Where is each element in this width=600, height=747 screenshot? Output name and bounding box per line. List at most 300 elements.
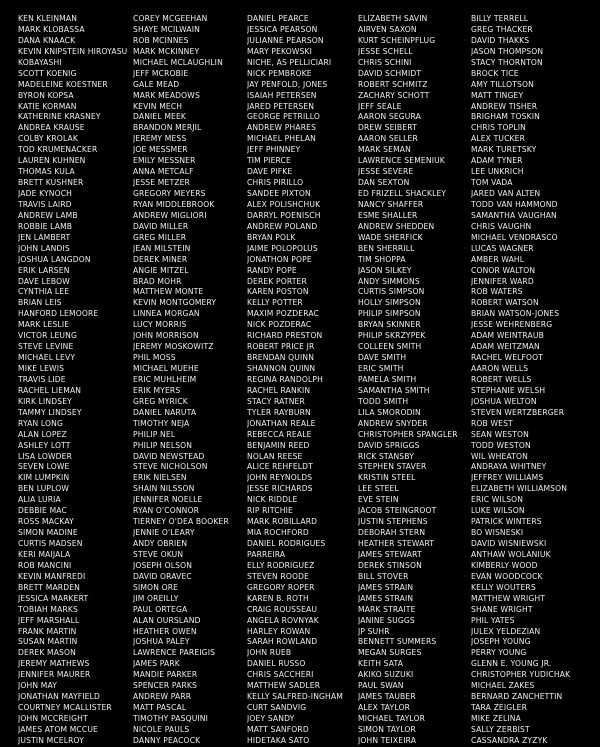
credit-name: COREY MCGEEHAN [133, 14, 208, 23]
credit-name: PAUL ORTEGA [133, 604, 188, 614]
credit-name: JOSHUA WELTON [471, 396, 537, 406]
credit-name: JEFF PHINNEY [247, 145, 301, 155]
credit-name: MADELEINE KOESTNER [18, 79, 108, 89]
credit-name: ANDREA KRAUSE [18, 123, 85, 133]
credit-name: RYAN MIDDLEBROOK [133, 199, 215, 209]
credit-name: TAMMY LINDSEY [18, 407, 82, 417]
credit-name: CASSANDRA ZYZYK [471, 735, 548, 745]
credit-name: PAMELA SMITH [358, 374, 417, 384]
credit-name: RYAN LONG [18, 418, 63, 428]
credit-name: STEVE OKUN [133, 549, 184, 559]
credit-name: JOSHUA LANGDON [18, 254, 91, 264]
credit-name: KATHERINE KRASNEY [18, 112, 101, 122]
credit-name: CHRIS PIRILLO [247, 178, 304, 188]
credit-name: SHANNON QUINN [247, 364, 316, 373]
credit-name: MICHAEL PHELAN [247, 134, 316, 144]
credit-name: DANIEL RODRIGUES [247, 539, 326, 548]
credit-name: PHILIP SIMPSON [358, 309, 421, 319]
credit-name: JACOB STEINGROOT [358, 506, 437, 516]
credits-column-1 [18, 14, 136, 747]
credit-name: MIKE LEWIS [18, 364, 65, 373]
credit-name: CRAIG ROUSSEAU [247, 604, 318, 614]
credit-name: HANFORD LEMOORE [18, 309, 99, 319]
credit-name: GREG THACKER [471, 24, 533, 34]
credit-name: KRISTIN STEEL [358, 473, 416, 483]
credit-name: AARON WELLS [471, 364, 529, 373]
credit-name: DANIEL MEEK [133, 112, 187, 122]
credit-name: TODD SMITH [358, 396, 409, 406]
credit-name: REGINA RANDOLPH [247, 374, 323, 384]
credit-name: JOHN RUEB [247, 648, 292, 658]
credit-name: BRAD MOHR [133, 276, 182, 286]
credit-name: CURTIS MADSEN [18, 539, 83, 548]
credit-name: ANDY SIMMONS [358, 276, 420, 286]
credit-name: JOE MESSMER [133, 145, 188, 155]
credit-name: RANDY POPE [247, 265, 297, 275]
credit-name: ERIK MYERS [133, 385, 181, 395]
credit-name: CHRIS SCHINI [358, 57, 412, 67]
credit-name: MICHAEL TAYLOR [358, 714, 426, 723]
credit-name: DARRYL POENISCH [247, 210, 321, 220]
credit-name: JOSHUA PALEY [133, 637, 190, 647]
credit-name: DAN SEXTON [358, 178, 410, 188]
credit-name: JARED VAN ALTEN [471, 189, 541, 198]
credit-name: DAVID MILLER [133, 221, 189, 231]
credit-name: STACY THORNTON [471, 57, 543, 67]
credit-name: DAVE LEBOW [18, 276, 70, 286]
credit-name: GEORGE PETRILLO [247, 112, 320, 122]
credits-column-3 [247, 14, 365, 747]
credit-name: LISA LOWDER [18, 451, 73, 461]
credit-name: MICHAEL MCLAUGHLIN [133, 57, 223, 67]
credit-name: JANINE SUGGS [358, 615, 415, 625]
credit-name: PHILIP SKRZYPEK [358, 331, 426, 341]
credit-name: SARAH ROWLAND [247, 637, 318, 647]
credit-name: EVAN WOODCOCK [471, 571, 543, 581]
credit-name: KIM LUMPKIN [18, 473, 70, 483]
credit-name: MATT SANFORD [247, 724, 309, 734]
credit-name: MARK STRAITE [358, 604, 416, 614]
credit-name: ADAM WEINTRAUB [471, 331, 544, 341]
credit-name: JULEX YELDEZIAN [471, 626, 541, 636]
credit-name: JOSEPH YOUNG [471, 637, 531, 647]
credit-name: BRIGHAM TOSKIN [471, 112, 540, 122]
credit-name: MATTHEW MONTE [133, 287, 204, 297]
credit-name: JAMES STRAIN [358, 593, 414, 603]
credit-name: ALEX TAYLOR [358, 703, 410, 713]
credit-name: JEREMY MESS [133, 134, 187, 144]
credit-name: AARON SEGURA [358, 112, 421, 122]
credit-name: DAVE PIFKE [247, 167, 293, 177]
credit-name: ANGELA ROVNYAK [247, 615, 319, 625]
credit-name: ANDY OBRIEN [133, 539, 188, 548]
credit-name: BO WISNESKI [471, 528, 524, 538]
credit-name: KURT SCHEINPFLUG [358, 35, 436, 45]
credit-name: RYAN O'CONNOR [133, 506, 200, 516]
credit-name: CURTIS SIMPSON [358, 287, 425, 297]
credit-name: ROB WEST [471, 418, 513, 428]
credit-name: JAIME POLOPOLUS [247, 243, 318, 253]
credit-name: PERRY YOUNG [471, 648, 527, 658]
credit-name: CURT SANDVIG [247, 703, 307, 713]
credit-name: STEVEN WERTZBERGER [471, 407, 565, 417]
credit-name: JONATHON POPE [247, 254, 312, 264]
credit-name: ROBERT WELLS [471, 374, 532, 384]
credit-name: TOM VADA [471, 178, 513, 188]
credit-name: ERIC WILSON [471, 495, 524, 505]
credit-name: DEREK STINSON [358, 560, 422, 570]
credit-name: MARK MCKINNEY [133, 46, 200, 56]
credit-name: SAMANTHA SMITH [358, 385, 430, 395]
credit-name: PHIL MOSS [133, 353, 176, 363]
credit-name: JESSICA PEARSON [247, 24, 318, 34]
credit-name: JEREMY MATHEWS [18, 659, 90, 669]
credit-name: ROB WATERS [471, 287, 523, 297]
credit-name: BILLY TERRELL [471, 14, 529, 23]
credit-name: JEREMY MOSKOWITZ [133, 342, 214, 352]
credit-name: LAWRENCE PAREIGIS [133, 648, 216, 658]
credit-name: ANDREW POLAND [247, 221, 318, 231]
credit-name: ROBERT WATSON [471, 298, 539, 308]
credit-name: CHRIS VAUGHN [471, 221, 532, 231]
credit-name: BROCK TICE [471, 68, 519, 78]
credit-name: MATTHEW WRIGHT [471, 593, 546, 603]
credit-name: PHILIP NELSON [133, 440, 193, 450]
credit-name: CONOR WALTON [471, 265, 536, 275]
credit-name: MATT TINGEY [471, 90, 524, 100]
credit-name: RICK STANSBY [358, 451, 415, 461]
credit-name: JOHN REYNOLDS [247, 473, 313, 483]
credit-name: KIMBERLY WOOD [471, 560, 538, 570]
credit-name: HIDETAKA SATO [247, 735, 310, 745]
credit-name: JOEY SANDY [247, 714, 295, 723]
credit-name: ERIC MUHLHEIM [133, 374, 197, 384]
credit-name: MIA ROCHFORD [247, 528, 309, 538]
credit-name: TIM SHOPPA [358, 254, 406, 264]
credit-name: JAY PENFOLD, JONES [247, 79, 328, 89]
credit-name: KOBAYASHI [18, 57, 62, 67]
credit-name: MARY PEKOWSKI [247, 46, 313, 56]
credit-name: ROBBIE LAMB [18, 221, 73, 231]
credit-name: DEREK PORTER [247, 276, 307, 286]
credit-name: SIMON MADINE [18, 528, 78, 538]
credit-name: JEFF MCROBIE [133, 68, 189, 78]
credit-name: RICHARD PRESTON [247, 331, 323, 341]
credit-name: MATTHEW SADLER [247, 681, 321, 691]
credit-name: HEATHER OWEN [133, 626, 197, 636]
credit-name: TIERNEY O'DEA BOOKER [133, 517, 229, 527]
credit-name: ANTHAW WOLANIUK [471, 549, 551, 559]
credit-name: KELLY POTTER [247, 298, 303, 308]
credit-name: LUCY MORRIS [133, 320, 187, 330]
credit-name: WADE SHERFICK [358, 232, 423, 242]
credit-name: MEGAN SURGES [358, 648, 422, 658]
credit-name: JESSE SEVERE [358, 167, 414, 177]
credits-column-4 [358, 14, 476, 747]
credit-name: JOHN TEIXEIRA [358, 735, 417, 745]
credit-name: ED FRIZELL SHACKLEY [358, 189, 447, 198]
credit-name: ERIK NIELSEN [133, 473, 187, 483]
credit-name: KERI MAIJALA [18, 549, 71, 559]
credit-name: JESSE RICHARDS [247, 484, 313, 494]
credit-name: BRYAN POLK [247, 232, 296, 242]
credit-name: STACY RATNER [247, 396, 305, 406]
credit-name: NICK RIDDLE [247, 495, 298, 505]
credit-name: STEPHANIE WELSH [471, 385, 546, 395]
credit-name: BRANDON MERJIL [133, 123, 202, 133]
credit-name: DEREK MASON [18, 648, 76, 658]
credit-name: ALEX TUCKER [471, 134, 526, 144]
credit-name: DAVID THAKKS [471, 35, 530, 45]
credit-name: FRANK MARTIN [18, 626, 77, 636]
credit-name: DAVID WISNIEWSKI [471, 539, 547, 548]
credit-name: JAMES ATOM MCCUE [18, 724, 98, 734]
credit-name: KEVIN MONTGOMERY [133, 298, 217, 308]
credit-name: TIMOTHY NEJA [133, 418, 190, 428]
credit-name: MICHAEL MUEHE [133, 364, 199, 373]
credit-name: MARK LESLIE [18, 320, 70, 330]
credit-name: GALE MEAD [133, 79, 180, 89]
credit-name: JEFFREY WILLIAMS [471, 473, 544, 483]
credit-name: ANDREW PARR [133, 692, 192, 702]
credit-name: JIM OREILLY [133, 593, 179, 603]
credit-name: BEN LUPLOW [18, 484, 70, 494]
credit-name: JOSEPH OLSON [133, 560, 193, 570]
credit-name: HEATHER STEWART [358, 539, 435, 548]
credit-name: AIRVEN SAXON [358, 24, 417, 34]
credit-name: JEFF MARSHALL [18, 615, 80, 625]
credit-name: KAREN POSTON [247, 287, 309, 297]
credit-name: LUKE WILSON [471, 506, 525, 516]
credit-name: ALICE REHFELDT [247, 462, 313, 472]
credit-name: STEPHEN STAVER [358, 462, 427, 472]
credit-name: TOD KRUMENACKER [18, 145, 98, 155]
credit-name: SPENCER PARKS [133, 681, 197, 691]
credit-name: BENJAMIN REED [247, 440, 310, 450]
credit-name: JONATHAN REALE [247, 418, 316, 428]
credit-name: MARK ROBILLARD [247, 517, 318, 527]
credit-name: ANDREW PHARES [247, 123, 317, 133]
credit-name: WIL WHEATON [471, 451, 528, 461]
credit-name: DAVE SMITH [358, 353, 407, 363]
credit-name: TRAVIS LAIRD [18, 199, 72, 209]
credit-name: CHRIS TOPLIN [471, 123, 526, 133]
credit-name: KEVIN KNIPSTEIN HIROYASU [18, 46, 128, 56]
credit-name: ROB MANCINI [18, 560, 72, 570]
credit-name: ADAM WEITZMAN [471, 342, 540, 352]
credit-name: BRENDAN QUINN [247, 353, 315, 363]
credit-name: GREG MYRICK [133, 396, 188, 406]
credit-name: JENNIFER NOELLE [133, 495, 203, 505]
credit-name: JAMES STEWART [358, 549, 422, 559]
credit-name: BRIAN WATSON-JONES [471, 309, 560, 319]
credit-name: ELIZABETH WILLIAMSON [471, 484, 568, 494]
credit-name: JAMES PARK [133, 659, 180, 669]
credit-name: MARK KLOBASSA [18, 24, 85, 34]
credit-name: JOHN MAY [18, 681, 58, 691]
credit-name: ANDRAYA WHITNEY [471, 462, 547, 472]
credit-name: MARK SEMAN [358, 145, 411, 155]
credit-name: BENNETT SUMMERS [358, 637, 437, 647]
credit-name: ANDREW SHEDDEN [358, 221, 435, 231]
credit-name: SANDEE PIXTON [247, 189, 311, 198]
credit-name: NICOLE PAULS [133, 724, 190, 734]
credit-name: ADAM TYNER [471, 156, 523, 166]
credit-name: JEN LAMBERT [18, 232, 71, 242]
credit-name: AMY TILLOTSON [471, 79, 534, 89]
credit-name: DANIEL PEARCE [247, 14, 309, 23]
credit-name: ERIK LARSEN [18, 265, 70, 275]
credit-name: ELLY RODRIGUEZ [247, 560, 315, 570]
credit-name: ALAN OURSLAND [133, 615, 201, 625]
credit-name: CHRISTOPHER SPANGLER [358, 429, 458, 439]
credit-name: NANCY SHAFFER [358, 199, 424, 209]
credit-name: KEITH SATA [358, 659, 404, 669]
credit-name: GREGORY ROPER [247, 582, 315, 592]
credit-name: DEBBIE MAC [18, 506, 67, 516]
credit-name: CYNTHIA LEE [18, 287, 70, 297]
credit-name: LAUREN KUHNEN [18, 156, 86, 166]
credit-name: JAMES TAUBER [358, 692, 416, 702]
credit-name: ISAIAH PETERSEN [247, 90, 317, 100]
credit-name: ELIZABETH SAVIN [358, 14, 428, 23]
credit-name: SALLY ZERBIST [471, 724, 530, 734]
credit-name: LUCAS WAGNER [471, 243, 534, 253]
credit-name: STEVEN ROODE [247, 571, 310, 581]
credit-name: JOHN MORRISON [133, 331, 199, 341]
credit-name: MICHAEL VENDRASCO [471, 232, 558, 242]
credit-name: EMILY MESSNER [133, 156, 196, 166]
credit-name: DREW SEIBERT [358, 123, 417, 133]
credit-name: JUSTIN STEPHENS [358, 517, 428, 527]
credit-name: MARK TURETSKY [471, 145, 537, 155]
credit-name: JESSICA MARKERT [18, 593, 89, 603]
credit-name: ROBERT PRICE JR [247, 342, 315, 352]
credit-name: DAVID ORAVEC [133, 571, 192, 581]
credit-name: MARK MEADOWS [133, 90, 200, 100]
credit-name: ALIA LURIA [18, 495, 61, 505]
credit-name: ANNA METCALF [133, 167, 194, 177]
credit-name: JENNIFER WARD [471, 276, 534, 286]
credit-name: SCOTT KOENIG [18, 68, 77, 78]
credit-name: SIMON ORE [133, 582, 179, 592]
credit-name: JOHN LANDIS [18, 243, 70, 253]
credit-name: GREGORY MEYERS [133, 189, 206, 198]
credit-name: DEBORAH STERN [358, 528, 426, 538]
credit-name: TODD WESTON [471, 440, 531, 450]
credit-name: RIP RITCHIE [247, 506, 293, 516]
credit-name: TOBIAH MARKS [18, 604, 79, 614]
credit-name: ANGIE MITZEL [133, 265, 189, 275]
credit-name: DAVID SCHMIDT [358, 68, 422, 78]
credit-name: JESSE WEHRENBERG [471, 320, 553, 330]
credit-name: KATIE KORMAN [18, 101, 77, 111]
credit-name: LINNEA MORGAN [133, 309, 200, 319]
credit-name: LILA SMORODIN [358, 407, 421, 417]
credit-name: MATT PASCAL [133, 703, 187, 713]
credit-name: RACHEL RANKIN [247, 385, 311, 395]
credit-name: AMBER WAHL [471, 254, 525, 264]
credit-name: TODD VAN HAMMOND [471, 199, 558, 209]
credit-name: GLENN E. YOUNG JR. [471, 659, 552, 669]
credit-name: JASON THOMPSON [471, 46, 544, 56]
credit-name: LEE STEEL [358, 484, 399, 494]
credit-name: MICHAEL ZAKES [471, 681, 535, 691]
credit-name: DANNY PEACOCK [133, 735, 201, 745]
credit-name: SUSAN MARTIN [18, 637, 78, 647]
credit-name: BRYAN SKINNER [358, 320, 421, 330]
credit-name: VICTOR LEUNG [18, 331, 77, 341]
credit-name: BILL STOVER [358, 571, 409, 581]
credit-name: TIMOTHY PASQUINI [133, 714, 209, 723]
credit-name: BYRON KOPSA [18, 90, 74, 100]
credit-name: MIKE ZELINA [471, 714, 521, 723]
credit-name: SHAYE MCILWAIN [133, 24, 200, 34]
credit-name: NICK PEMBROKE [247, 68, 312, 78]
credit-name: MAXIM POZDERAC [247, 309, 319, 319]
credit-name: SEAN WESTON [471, 429, 529, 439]
credit-name: DANIEL RUSSO [247, 659, 306, 669]
credit-name: ROSS MACKAY [18, 517, 74, 527]
credit-name: CHRISTOPHER YUDICHAK [471, 670, 571, 680]
credit-name: GREG MILLER [133, 232, 187, 242]
credit-name: PATRICK WINTERS [471, 517, 542, 527]
credit-name: BERNARD ZANCHETTIN [471, 692, 563, 702]
credit-name: KAREN B. ROTH [247, 593, 309, 603]
credits-column-5 [471, 14, 589, 747]
credit-name: BEN SHERRILL [358, 243, 415, 253]
credit-name: JAMES STRAIN [358, 582, 414, 592]
credit-name: JADE KYNOCH [18, 189, 73, 198]
credit-name: JOHN MCCREIGHT [18, 714, 88, 723]
credit-name: ANDREW TISHER [471, 101, 538, 111]
credit-name: ERIC SMITH [358, 364, 404, 373]
credit-name: ANDREW SNYDER [358, 418, 428, 428]
credit-name: SIMON TAYLOR [358, 724, 416, 734]
credit-name: DANIEL NARUTA [133, 407, 197, 417]
credit-name: STEVE LEVINE [18, 342, 74, 352]
credit-name: PARREIRA [247, 549, 286, 559]
credit-name: LAWRENCE SEMENIUK [358, 156, 445, 166]
credit-name: SEVEN LOWE [18, 462, 70, 472]
credit-name: THOMAS KULA [18, 167, 75, 177]
credit-name: NICHE, AS PELLICIARI [247, 57, 332, 67]
credit-name: SAMANTHA VAUGHAN [471, 210, 557, 220]
credit-name: KEVIN MANFREDI [18, 571, 86, 581]
credit-name: KELLY SALFRED-INGHAM [247, 692, 343, 702]
credit-name: BRETT KUSHNER [18, 178, 84, 188]
credit-name: JARED PETERSEN [247, 101, 315, 111]
credit-name: HARLEY ROWAN [247, 626, 311, 636]
credit-name: SHAIN NILSSON [133, 484, 195, 494]
credit-name: KIRK LINDSEY [18, 396, 72, 406]
credit-name: DEREK MINER [133, 254, 188, 264]
credit-name: REBECCA REALE [247, 429, 312, 439]
credit-name: AKIKO SUZUKI [358, 670, 414, 680]
credit-name: ALEX POLISHCHUK [247, 199, 321, 209]
credit-name: JASON SILKEY [358, 265, 412, 275]
credit-name: TIM PIERCE [247, 156, 291, 166]
credit-name: COLLEEN SMITH [358, 342, 422, 352]
credit-name: DANA KNAACK [18, 35, 76, 45]
credit-name: JULIANNE PEARSON [247, 35, 324, 45]
credits-column-2 [133, 14, 251, 747]
credit-name: BRETT MARDEN [18, 582, 80, 592]
credit-name: BRIAN LEIS [18, 298, 62, 308]
credit-name: MANDIE PARKER [133, 670, 198, 680]
credit-name: AARON SELLER [358, 134, 418, 144]
credit-name: RACHEL WELFOOT [471, 353, 544, 363]
